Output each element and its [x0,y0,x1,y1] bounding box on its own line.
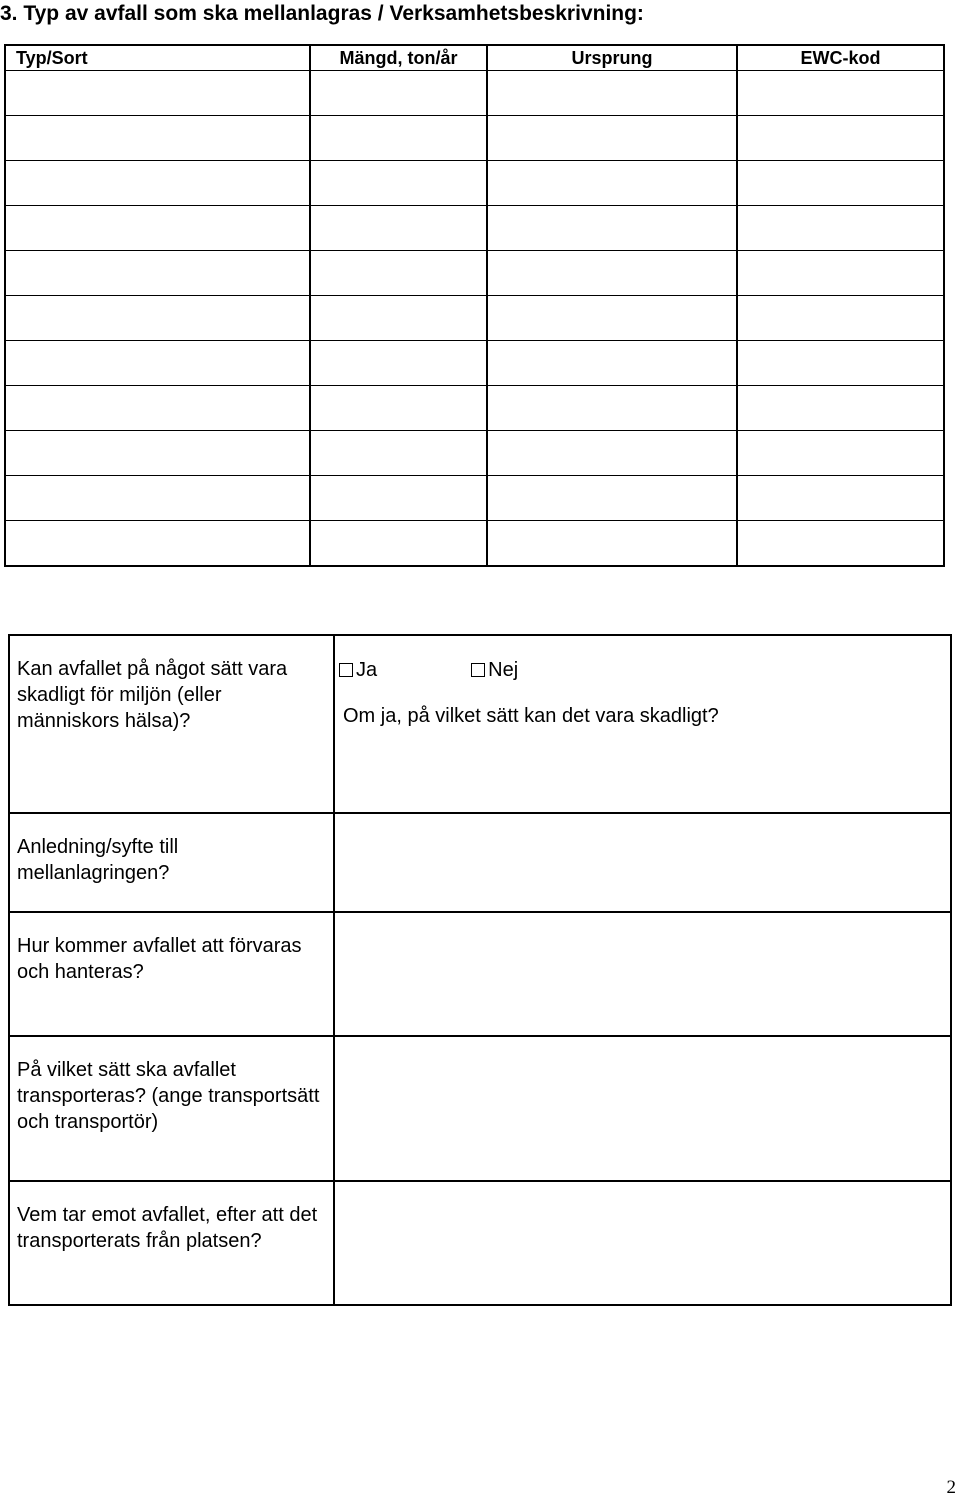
questions-table [8,634,952,1306]
table-cell[interactable] [487,116,737,161]
table-cell[interactable] [310,116,487,161]
table-cell[interactable] [5,521,310,567]
storage-question: Hur kommer avfallet att förvaras och hanteras? [9,912,334,1036]
receiver-question: Vem tar emot avfallet, efter att det transporterats från platsen? [9,1181,334,1305]
table-row [5,341,944,386]
table-cell[interactable] [737,71,944,116]
table-cell[interactable] [310,386,487,431]
table-row [5,476,944,521]
no-checkbox-icon[interactable] [471,663,485,677]
reason-answer-cell[interactable] [334,813,951,912]
table-cell[interactable] [310,71,487,116]
table-cell[interactable] [487,521,737,567]
table-row [5,161,944,206]
table-row [5,296,944,341]
table-cell[interactable] [737,116,944,161]
table-row [5,206,944,251]
table-row [5,521,944,567]
table-cell[interactable] [310,296,487,341]
table-cell[interactable] [487,341,737,386]
table-cell[interactable] [737,161,944,206]
no-label: Nej [488,659,519,681]
table-cell[interactable] [487,251,737,296]
table-cell[interactable] [737,431,944,476]
harmful-answer-cell[interactable] [334,635,951,813]
table-row [5,431,944,476]
table-row [5,116,944,161]
reason-row [9,813,951,912]
table-cell[interactable] [310,206,487,251]
waste-table-header-row [5,45,944,71]
table-row [5,386,944,431]
transport-question: På vilket sätt ska avfallet transporteras? (ange transportsätt och transportör) [9,1036,334,1181]
table-cell[interactable] [737,206,944,251]
waste-table [4,44,945,567]
table-cell[interactable] [487,71,737,116]
table-cell[interactable] [310,431,487,476]
header-mangd: Mängd, ton/år [310,45,487,71]
table-cell[interactable] [5,116,310,161]
yes-no-options [335,636,950,683]
table-cell[interactable] [310,521,487,567]
table-cell[interactable] [5,341,310,386]
harmful-question: Kan avfallet på något sätt vara skadligt för miljön (eller människors hälsa)? [9,635,334,813]
receiver-answer-cell[interactable] [334,1181,951,1305]
table-cell[interactable] [310,341,487,386]
table-cell[interactable] [487,296,737,341]
table-cell[interactable] [487,386,737,431]
page-number: 2 [946,1477,956,1498]
table-cell[interactable] [487,431,737,476]
table-cell[interactable] [5,386,310,431]
table-cell[interactable] [5,161,310,206]
yes-option[interactable] [339,657,377,683]
table-cell[interactable] [310,251,487,296]
table-cell[interactable] [487,476,737,521]
harmful-row [9,635,951,813]
waste-table-body [5,71,944,567]
transport-row [9,1036,951,1181]
reason-question: Anledning/syfte till mellanlagringen? [9,813,334,912]
yes-checkbox-icon[interactable] [339,663,353,677]
header-typ-sort: Typ/Sort [5,45,310,71]
table-cell[interactable] [310,161,487,206]
table-cell[interactable] [737,341,944,386]
table-cell[interactable] [5,71,310,116]
table-row [5,251,944,296]
storage-answer-cell[interactable] [334,912,951,1036]
table-cell[interactable] [737,476,944,521]
receiver-row [9,1181,951,1305]
section-title: 3. Typ av avfall som ska mellanlagras / Verksamhetsbeskrivning: [0,2,644,25]
yes-label: Ja [356,659,378,681]
table-cell[interactable] [5,296,310,341]
header-ursprung: Ursprung [487,45,737,71]
table-cell[interactable] [737,521,944,567]
table-cell[interactable] [5,431,310,476]
table-cell[interactable] [5,251,310,296]
transport-answer-cell[interactable] [334,1036,951,1181]
storage-row [9,912,951,1036]
table-cell[interactable] [5,476,310,521]
table-row [5,71,944,116]
table-cell[interactable] [487,161,737,206]
no-option[interactable] [471,657,518,683]
table-cell[interactable] [5,206,310,251]
table-cell[interactable] [737,296,944,341]
table-cell[interactable] [737,251,944,296]
table-cell[interactable] [310,476,487,521]
harmful-follow-up: Om ja, på vilket sätt kan det vara skadligt? [343,705,719,727]
header-ewc-kod: EWC-kod [737,45,944,71]
table-cell[interactable] [737,386,944,431]
table-cell[interactable] [487,206,737,251]
